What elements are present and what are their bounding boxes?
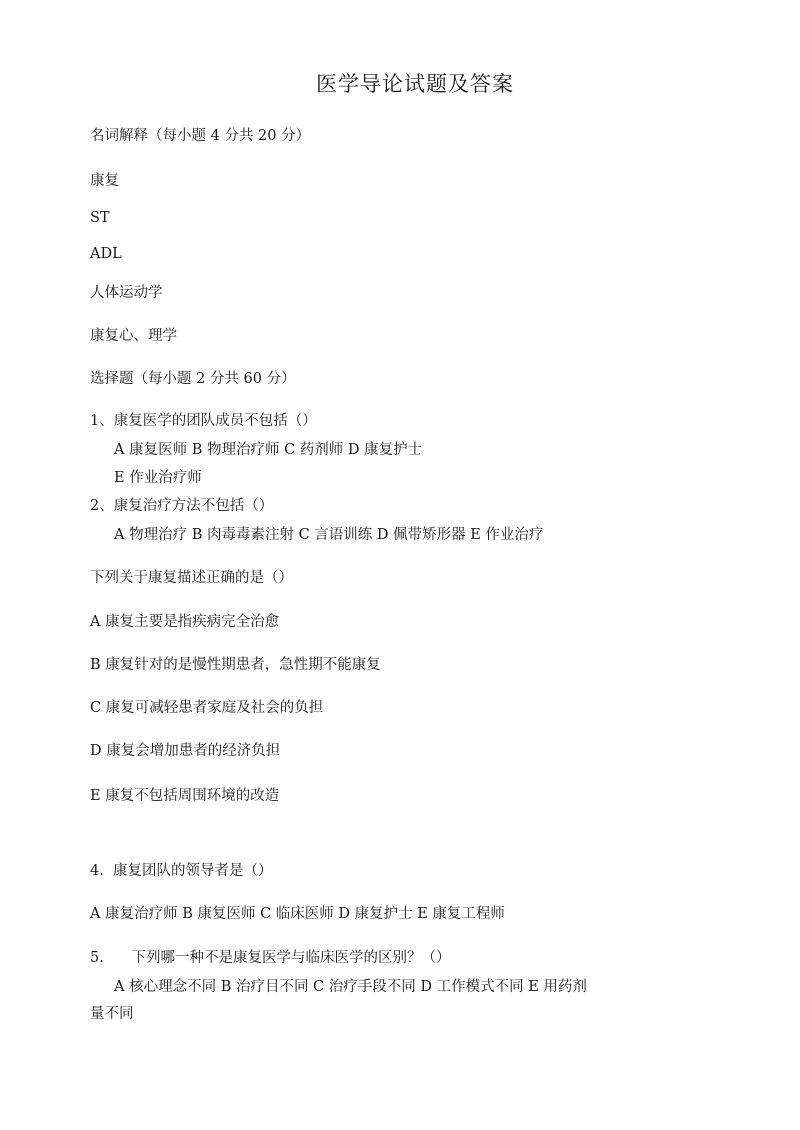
term-item: 康复: [90, 173, 119, 189]
question-option: E 康复不包括周围环境的改造: [90, 788, 280, 804]
section-heading-choice: 选择题（每小题 2 分共 60 分）: [90, 371, 296, 387]
question-options: E 作业治疗师: [114, 470, 202, 486]
term-item: 康复心、理学: [90, 328, 177, 344]
term-item: ADL: [90, 246, 122, 262]
document-title: 医学导论试题及答案: [316, 72, 514, 96]
question-options: A 康复医师 B 物理治疗师 C 药剂师 D 康复护士: [114, 442, 423, 458]
question-options: A 核心理念不同 B 治疗目不同 C 治疗手段不同 D 工作模式不同 E 用药剂: [114, 979, 587, 995]
question-options: A 物理治疗 B 肉毒毒素注射 C 言语训练 D 佩带矫形器 E 作业治疗: [114, 527, 544, 543]
question-stem: 1、康复医学的团队成员不包括（）: [90, 413, 317, 429]
question-stem: 2、康复治疗方法不包括（）: [90, 498, 274, 514]
question-option: A 康复主要是指疾病完全治愈: [90, 614, 280, 630]
term-item: ST: [90, 210, 110, 226]
question-stem: 4. 康复团队的领导者是（）: [90, 863, 273, 879]
question-option: D 康复会增加患者的经济负担: [90, 743, 281, 759]
question-options: A 康复治疗师 B 康复医师 C 临床医师 D 康复护士 E 康复工程师: [90, 906, 505, 922]
question-option: C 康复可减轻患者家庭及社会的负担: [90, 700, 324, 716]
term-item: 人体运动学: [90, 285, 163, 301]
question-stem: 下列关于康复描述正确的是（）: [90, 570, 293, 586]
section-heading-terms: 名词解释（每小题 4 分共 20 分）: [90, 128, 311, 144]
question-option: B 康复针对的是慢性期患者，急性期不能康复: [90, 657, 381, 673]
question-options: 量不同: [90, 1006, 134, 1022]
question-stem: 5. 下列哪一种不是康复医学与临床医学的区别？（）: [90, 950, 451, 966]
